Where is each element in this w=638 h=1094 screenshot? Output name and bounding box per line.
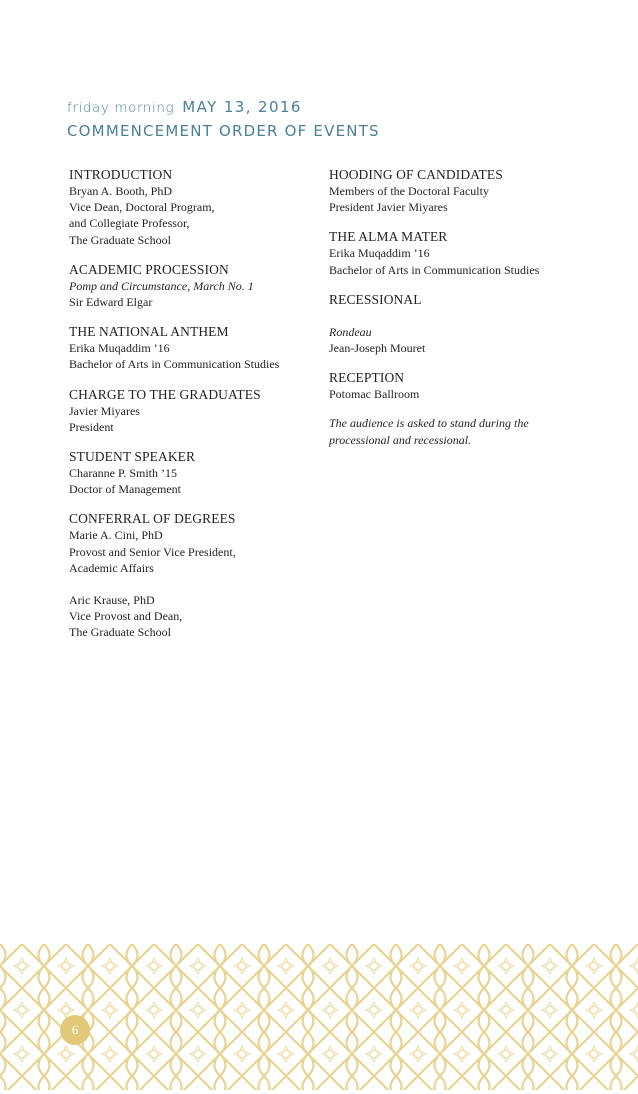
section-heading: RECEPTION	[329, 370, 405, 386]
right-column	[329, 166, 569, 461]
section-heading: INTRODUCTION	[69, 167, 173, 182]
section-line: Doctor of Management	[69, 482, 181, 497]
section-line: Vice Provost and Dean,	[69, 609, 183, 624]
page-number-badge: 6	[60, 1015, 90, 1045]
section-line: Jean-Joseph Mouret	[329, 341, 426, 356]
date-line	[67, 97, 587, 117]
section-line: The Graduate School	[69, 625, 171, 640]
section-line: Members of the Doctoral Faculty	[329, 184, 489, 198]
section-line: Vice Dean, Doctoral Program,	[69, 200, 215, 215]
page-header	[67, 97, 587, 141]
section-national-anthem	[69, 323, 304, 372]
section-heading: HOODING OF CANDIDATES	[329, 167, 503, 182]
section-line: Sir Edward Elgar	[69, 295, 153, 310]
section-recessional	[329, 291, 569, 356]
section-line: Bachelor of Arts in Communication Studies	[69, 357, 280, 372]
section-line: Potomac Ballroom	[329, 387, 420, 402]
section-line: Aric Krause, PhD	[69, 593, 155, 608]
section-introduction	[69, 166, 304, 248]
music-title: Rondeau	[329, 324, 372, 339]
date-label: MAY 13, 2016	[182, 98, 302, 116]
section-line: Erika Muqaddim ’16	[69, 341, 170, 356]
section-conferral-of-degrees	[69, 510, 304, 640]
section-charge-to-graduates	[69, 386, 304, 435]
section-line: President	[69, 419, 114, 434]
section-line: Bachelor of Arts in Communication Studies	[329, 262, 540, 277]
section-line: Academic Affairs	[69, 560, 154, 575]
section-heading: ACADEMIC PROCESSION	[69, 261, 229, 277]
section-line: Erika Muqaddim ’16	[329, 246, 430, 261]
section-line: Javier Miyares	[69, 403, 140, 418]
section-line: and Collegiate Professor,	[69, 216, 190, 231]
lattice-pattern-icon	[0, 944, 638, 1090]
section-heading: RECESSIONAL	[329, 291, 422, 307]
section-student-speaker	[69, 448, 304, 497]
section-hooding	[329, 166, 569, 215]
section-heading: THE ALMA MATER	[329, 229, 448, 245]
section-line: Marie A. Cini, PhD	[69, 528, 163, 543]
music-title: Pomp and Circumstance, March No. 1	[69, 278, 254, 293]
section-line: Provost and Senior Vice President,	[69, 544, 236, 559]
page-title: COMMENCEMENT ORDER OF EVENTS	[67, 122, 380, 140]
section-heading: STUDENT SPEAKER	[69, 449, 196, 465]
day-label: friday morning	[67, 100, 175, 116]
section-line: Charanne P. Smith ’15	[69, 466, 177, 481]
section-line: The Graduate School	[69, 232, 171, 247]
section-academic-procession	[69, 261, 304, 310]
audience-note	[329, 415, 569, 447]
section-alma-mater	[329, 228, 569, 277]
left-column	[69, 166, 304, 654]
note-line: processional and recessional.	[329, 432, 472, 447]
note-line: The audience is asked to stand during the	[329, 416, 529, 431]
section-line: Bryan A. Booth, PhD	[69, 184, 173, 198]
section-reception	[329, 369, 569, 402]
section-heading: CHARGE TO THE GRADUATES	[69, 386, 261, 402]
section-heading: THE NATIONAL ANTHEM	[69, 324, 229, 340]
section-line: President Javier Miyares	[329, 200, 448, 215]
section-heading: CONFERRAL OF DEGREES	[69, 511, 236, 527]
